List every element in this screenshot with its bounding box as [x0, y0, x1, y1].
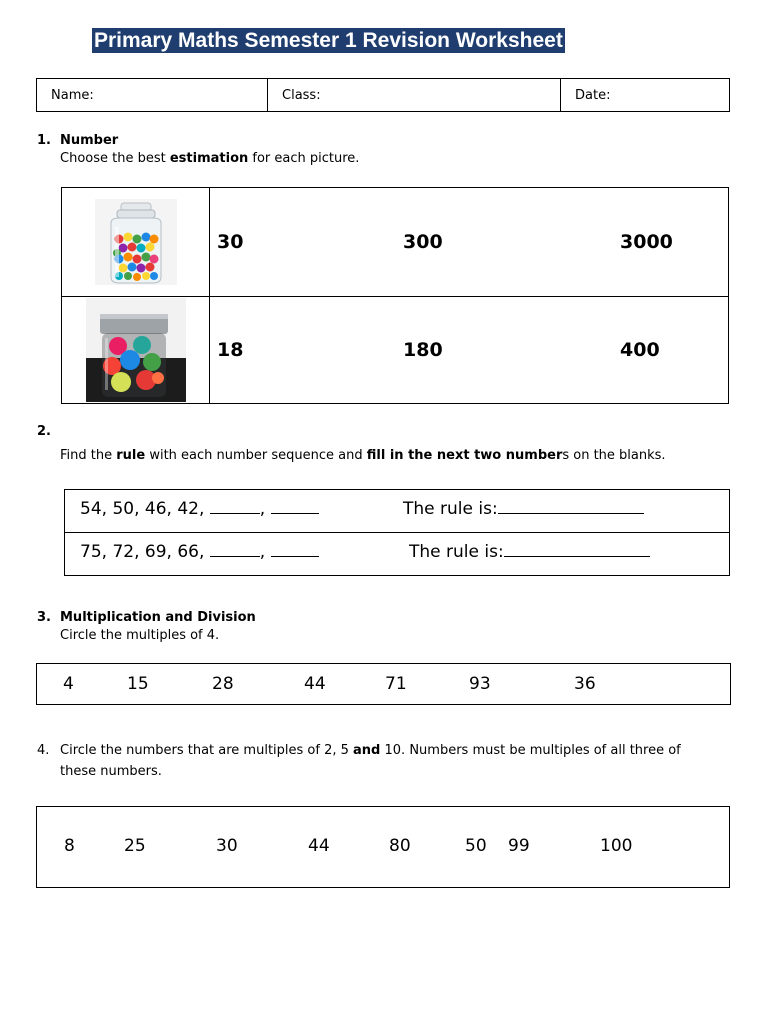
number-choice[interactable]: 100 — [600, 836, 633, 856]
q4-number: 4. — [37, 743, 50, 758]
date-field[interactable]: Date: — [561, 79, 730, 112]
sequence-terms: 54, 50, 46, 42, , — [80, 499, 319, 519]
number-choice[interactable]: 4 — [63, 674, 74, 694]
number-choice[interactable]: 15 — [127, 674, 149, 694]
q4-instruction-line2: these numbers. — [60, 764, 162, 779]
rule-label: The rule is: — [409, 542, 650, 562]
rule-blank[interactable] — [504, 542, 650, 557]
rule-blank[interactable] — [498, 499, 644, 514]
q3-number: 3. — [37, 610, 51, 625]
number-choice[interactable]: 44 — [304, 674, 326, 694]
estimation-option[interactable]: 400 — [620, 339, 660, 361]
pompom-jar-image — [62, 297, 210, 404]
estimation-option[interactable]: 30 — [217, 231, 244, 253]
sequence-row — [65, 533, 730, 576]
gumball-jar-icon — [95, 199, 177, 285]
number-choice[interactable]: 71 — [385, 674, 407, 694]
sequence-table — [64, 489, 730, 576]
estimation-row — [62, 297, 729, 404]
gumball-jar-image — [62, 188, 210, 297]
student-info-table — [36, 78, 730, 112]
estimation-table — [61, 187, 729, 404]
multiples-of-4-box — [36, 663, 731, 705]
q3-instruction: Circle the multiples of 4. — [60, 628, 220, 643]
estimation-option[interactable]: 3000 — [620, 231, 673, 253]
pompom-jar-icon — [86, 298, 186, 402]
estimation-options — [210, 188, 729, 297]
number-choice[interactable]: 28 — [212, 674, 234, 694]
q3-heading: Multiplication and Division — [60, 610, 256, 625]
number-choice[interactable]: 93 — [469, 674, 491, 694]
sequence-terms: 75, 72, 69, 66, , — [80, 542, 319, 562]
sequence-row — [65, 490, 730, 533]
number-choice[interactable]: 80 — [389, 836, 411, 856]
estimation-options — [210, 297, 729, 404]
page-title: Primary Maths Semester 1 Revision Worksheet — [94, 29, 563, 52]
number-choice[interactable]: 25 — [124, 836, 146, 856]
number-choice[interactable]: 30 — [216, 836, 238, 856]
estimation-row — [62, 188, 729, 297]
number-choice[interactable]: 8 — [64, 836, 75, 856]
estimation-option[interactable]: 300 — [403, 231, 443, 253]
answer-blank[interactable] — [210, 499, 260, 514]
estimation-option[interactable]: 180 — [403, 339, 443, 361]
answer-blank[interactable] — [271, 542, 319, 557]
q1-number: 1. — [37, 133, 51, 148]
rule-label: The rule is: — [403, 499, 644, 519]
class-field[interactable]: Class: — [268, 79, 561, 112]
sequence-cell — [65, 490, 730, 533]
answer-blank[interactable] — [210, 542, 260, 557]
q1-instruction: Choose the best estimation for each picture. — [60, 151, 360, 166]
name-field[interactable]: Name: — [37, 79, 268, 112]
multiples-of-2-5-10-box — [36, 806, 730, 888]
number-choice[interactable]: 44 — [308, 836, 330, 856]
sequence-cell — [65, 533, 730, 576]
q4-instruction: Circle the numbers that are multiples of 2, 5 and 10. Numbers must be multiples of all three of — [60, 743, 681, 758]
q1-heading: Number — [60, 133, 119, 148]
estimation-option[interactable]: 18 — [217, 339, 244, 361]
q2-number: 2. — [37, 424, 51, 439]
answer-blank[interactable] — [271, 499, 319, 514]
q2-instruction: Find the rule with each number sequence and fill in the next two numbers on the blanks. — [60, 448, 666, 463]
number-choice[interactable]: 99 — [508, 836, 530, 856]
number-choice[interactable]: 36 — [574, 674, 596, 694]
number-choice[interactable]: 50 — [465, 836, 487, 856]
